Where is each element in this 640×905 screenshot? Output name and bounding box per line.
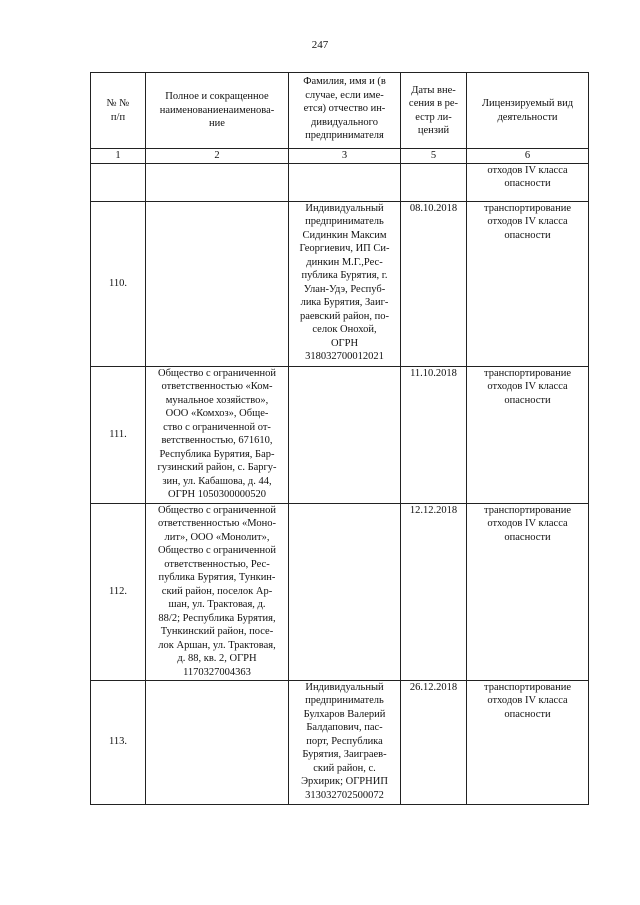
table-row	[91, 680, 589, 804]
table-header-row	[91, 73, 589, 149]
cell-org-name: Общество с ограниченной ответственностью «Ком- мунальное хозяйство», ООО «Комхоз», Обще- ство с ограниченной от- ветственностью, 671610, Республика Бурятия, Бар- гузинский район, с. Баргу- зин, ул. Кабашова, д. 44, ОГРН 1050300000520	[146, 366, 289, 503]
cell-entrepreneur	[289, 366, 401, 503]
cell-org-name	[146, 163, 289, 201]
cell-date: 08.10.2018	[401, 201, 467, 366]
cell-number	[91, 163, 146, 201]
cell-date: 26.12.2018	[401, 680, 467, 804]
column-number: 5	[401, 149, 467, 164]
header-number: № № п/п	[91, 73, 146, 149]
cell-activity: транспортирование отходов IV класса опасности	[467, 503, 589, 680]
cell-entrepreneur	[289, 503, 401, 680]
cell-date: 12.12.2018	[401, 503, 467, 680]
cell-date: 11.10.2018	[401, 366, 467, 503]
cell-activity: транспортирование отходов IV класса опасности	[467, 366, 589, 503]
cell-entrepreneur: Индивидуальный предприниматель Булхаров Валерий Балдапович, пас- порт, Республика Бурятия, Заиграев- ский район, с. Эрхирик; ОГРНИП 313032702500072	[289, 680, 401, 804]
header-org-name: Полное и сокращенное наименованиенаименова- ние	[146, 73, 289, 149]
cell-org-name: Общество с ограниченной ответственностью «Моно- лит», ООО «Монолит», Общество с ограниченной ответственностью, Рес- публика Бурятия, Тункин- ский район, поселок Ар- шан, ул. Трактовая, д. 88/2; Республика Бурятия, Тункинский район, посе- лок Аршан, ул. Трактовая, д. 88, кв. 2, ОГРН 1170327004363	[146, 503, 289, 680]
continuation-row	[91, 163, 589, 201]
table-row	[91, 201, 589, 366]
cell-number: 113.	[91, 680, 146, 804]
cell-number: 110.	[91, 201, 146, 366]
cell-number: 112.	[91, 503, 146, 680]
column-number: 1	[91, 149, 146, 164]
header-registry-date: Даты вне- сения в ре- естр ли- цензий	[401, 73, 467, 149]
table-row	[91, 503, 589, 680]
column-number-row	[91, 149, 589, 164]
column-number: 6	[467, 149, 589, 164]
cell-number: 111.	[91, 366, 146, 503]
cell-activity: транспортирование отходов IV класса опасности	[467, 680, 589, 804]
column-number: 3	[289, 149, 401, 164]
cell-org-name	[146, 680, 289, 804]
cell-org-name	[146, 201, 289, 366]
cell-activity: транспортирование отходов IV класса опасности	[467, 201, 589, 366]
cell-entrepreneur	[289, 163, 401, 201]
page-number: 247	[311, 39, 329, 51]
cell-date	[401, 163, 467, 201]
table-row	[91, 366, 589, 503]
cell-activity: отходов IV класса опасности	[467, 163, 589, 201]
header-entrepreneur-name: Фамилия, имя и (в случае, если име- ется) отчество ин- дивидуального предпринимателя	[289, 73, 401, 149]
header-licensed-activity: Лицензируемый вид деятельности	[467, 73, 589, 149]
column-number: 2	[146, 149, 289, 164]
cell-entrepreneur: Индивидуальный предприниматель Сидинкин Максим Георгиевич, ИП Си- динкин М.Г.,Рес- публика Бурятия, г. Улан-Удэ, Респуб- лика Бурятия, Заиг- раевский район, по- селок Онохой, ОГРН 318032700012021	[289, 201, 401, 366]
license-registry-table	[90, 72, 589, 805]
